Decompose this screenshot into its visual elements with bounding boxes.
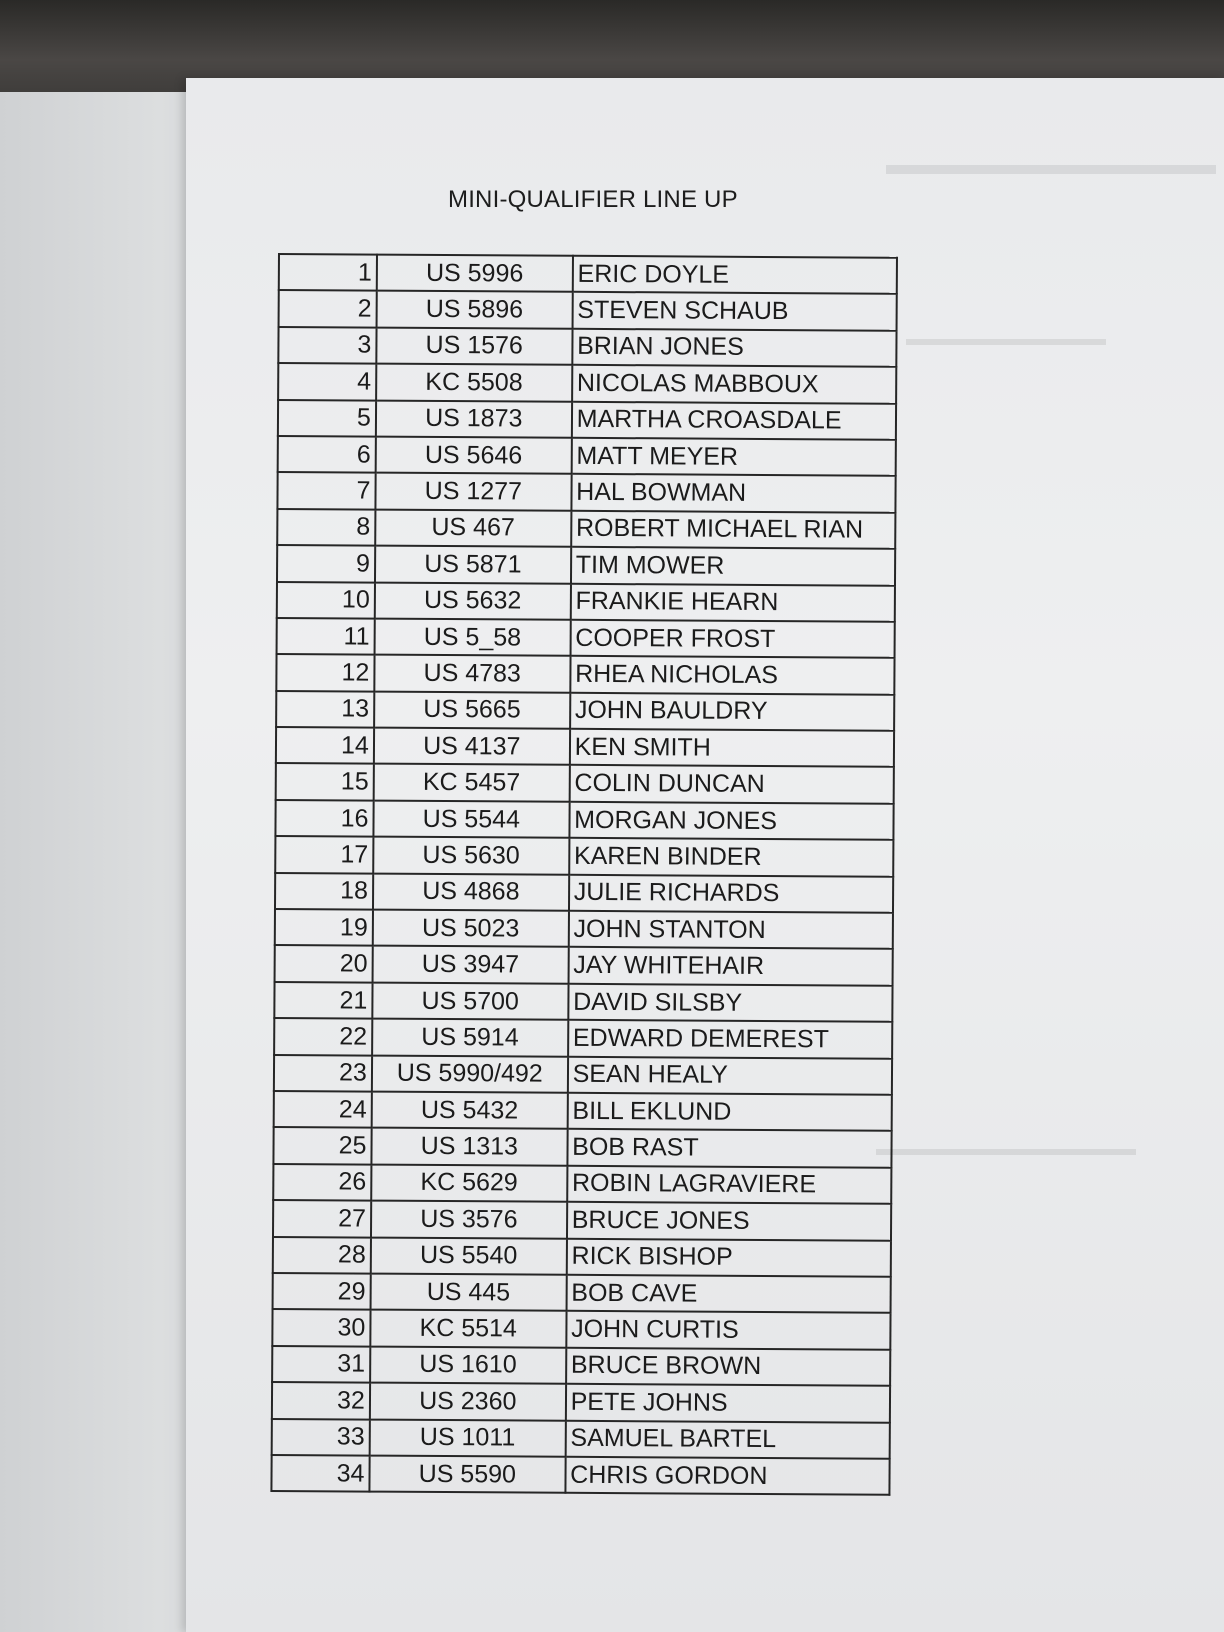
table-row xyxy=(275,800,893,840)
name-cell: ROBERT MICHAEL RIAN xyxy=(571,511,896,549)
number-cell: US 5871 xyxy=(375,546,571,584)
name-cell: SEAN HEALY xyxy=(568,1056,893,1094)
name-cell: BILL EKLUND xyxy=(567,1093,892,1131)
number-cell: US 467 xyxy=(375,509,571,547)
name-cell: ROBIN LAGRAVIERE xyxy=(567,1166,892,1204)
table-row xyxy=(273,1127,891,1167)
number-cell: KC 5514 xyxy=(370,1310,566,1348)
table-row xyxy=(273,1200,891,1240)
lineup-table xyxy=(270,253,898,1496)
number-cell: US 1011 xyxy=(370,1419,566,1457)
position-cell: 22 xyxy=(274,1018,372,1055)
position-cell: 28 xyxy=(273,1237,371,1274)
name-cell: JOHN CURTIS xyxy=(566,1311,891,1349)
show-through-text: ▬▬▬▬▬▬▬▬▬▬ xyxy=(906,328,1106,350)
number-cell: US 5630 xyxy=(373,837,569,875)
name-cell: PETE JOHNS xyxy=(566,1384,891,1422)
number-cell: US 3576 xyxy=(371,1201,567,1239)
number-cell: US 5700 xyxy=(372,982,568,1020)
number-cell: US 1313 xyxy=(371,1128,567,1166)
position-cell: 34 xyxy=(271,1455,369,1492)
name-cell: RICK BISHOP xyxy=(566,1238,891,1276)
position-cell: 3 xyxy=(278,327,376,364)
number-cell: US 4868 xyxy=(373,873,569,911)
position-cell: 21 xyxy=(274,982,372,1019)
table-row xyxy=(274,1055,892,1095)
position-cell: 27 xyxy=(273,1200,371,1237)
position-cell: 6 xyxy=(278,436,376,473)
table-row xyxy=(277,472,895,512)
position-cell: 11 xyxy=(277,618,375,655)
table-row xyxy=(276,691,894,731)
table-row xyxy=(279,254,897,294)
name-cell: CHRIS GORDON xyxy=(565,1457,890,1495)
name-cell: HAL BOWMAN xyxy=(571,474,896,512)
name-cell: NICOLAS MABBOUX xyxy=(572,365,897,403)
position-cell: 8 xyxy=(277,509,375,546)
table-row xyxy=(272,1382,890,1422)
table-row xyxy=(276,763,894,803)
lineup-table-body xyxy=(271,254,897,1495)
position-cell: 20 xyxy=(275,945,373,982)
position-cell: 16 xyxy=(275,800,373,837)
table-row xyxy=(276,727,894,767)
position-cell: 32 xyxy=(272,1382,370,1419)
table-row xyxy=(278,436,896,476)
name-cell: JAY WHITEHAIR xyxy=(568,947,893,985)
number-cell: US 2360 xyxy=(370,1383,566,1421)
position-cell: 4 xyxy=(278,363,376,400)
number-cell: US 5432 xyxy=(372,1092,568,1130)
position-cell: 17 xyxy=(275,836,373,873)
name-cell: COLIN DUNCAN xyxy=(569,765,894,803)
table-row xyxy=(277,618,895,658)
name-cell: BOB CAVE xyxy=(566,1275,891,1313)
name-cell: BRUCE JONES xyxy=(567,1202,892,1240)
position-cell: 24 xyxy=(274,1091,372,1128)
background-sheet xyxy=(0,92,200,1632)
table-row xyxy=(274,1091,892,1131)
number-cell: US 5540 xyxy=(371,1237,567,1275)
show-through-text: ▬▬▬▬▬▬▬▬▬▬▬▬▬ xyxy=(876,1138,1136,1160)
name-cell: KAREN BINDER xyxy=(569,838,894,876)
position-cell: 18 xyxy=(275,873,373,910)
number-cell: US 5632 xyxy=(375,582,571,620)
name-cell: ERIC DOYLE xyxy=(572,256,897,294)
table-row xyxy=(271,1455,889,1495)
name-cell: MORGAN JONES xyxy=(569,802,894,840)
name-cell: SAMUEL BARTEL xyxy=(565,1420,890,1458)
name-cell: JOHN STANTON xyxy=(568,911,893,949)
name-cell: KEN SMITH xyxy=(570,729,895,767)
position-cell: 19 xyxy=(275,909,373,946)
position-cell: 12 xyxy=(276,654,374,691)
position-cell: 26 xyxy=(273,1164,371,1201)
table-row xyxy=(274,1018,892,1058)
position-cell: 23 xyxy=(274,1055,372,1092)
name-cell: JOHN BAULDRY xyxy=(570,692,895,730)
table-row xyxy=(275,909,893,949)
page-title: MINI-QUALIFIER LINE UP xyxy=(448,186,738,213)
name-cell: FRANKIE HEARN xyxy=(570,583,895,621)
number-cell: US 5914 xyxy=(372,1019,568,1057)
table-row xyxy=(279,290,897,330)
number-cell: US 4137 xyxy=(374,728,570,766)
number-cell: US 5996 xyxy=(377,255,573,293)
number-cell: US 1610 xyxy=(370,1346,566,1384)
position-cell: 14 xyxy=(276,727,374,764)
number-cell: US 1576 xyxy=(376,327,572,365)
position-cell: 5 xyxy=(278,400,376,437)
name-cell: BRUCE BROWN xyxy=(566,1347,891,1385)
number-cell: US 3947 xyxy=(372,946,568,984)
position-cell: 1 xyxy=(279,254,377,291)
position-cell: 2 xyxy=(279,290,377,327)
position-cell: 13 xyxy=(276,691,374,728)
number-cell: KC 5508 xyxy=(376,364,572,402)
table-row xyxy=(278,363,896,403)
name-cell: STEVEN SCHAUB xyxy=(572,292,897,330)
number-cell: US 1873 xyxy=(376,400,572,438)
name-cell: RHEA NICHOLAS xyxy=(570,656,895,694)
number-cell: US 5896 xyxy=(376,291,572,329)
table-row xyxy=(272,1346,890,1386)
document-page xyxy=(186,78,1224,1632)
name-cell: TIM MOWER xyxy=(571,547,896,585)
position-cell: 30 xyxy=(272,1309,370,1346)
number-cell: US 5023 xyxy=(373,910,569,948)
position-cell: 31 xyxy=(272,1346,370,1383)
number-cell: KC 5457 xyxy=(374,764,570,802)
table-row xyxy=(273,1164,891,1204)
table-row xyxy=(276,654,894,694)
position-cell: 7 xyxy=(277,472,375,509)
name-cell: BRIAN JONES xyxy=(572,329,897,367)
position-cell: 25 xyxy=(273,1127,371,1164)
table-row xyxy=(272,1418,890,1458)
number-cell: US 5646 xyxy=(376,437,572,475)
table-row xyxy=(278,400,896,440)
table-row xyxy=(272,1309,890,1349)
name-cell: MARTHA CROASDALE xyxy=(572,401,897,439)
name-cell: MATT MEYER xyxy=(571,438,896,476)
number-cell: US 5544 xyxy=(373,800,569,838)
table-row xyxy=(277,509,895,549)
name-cell: EDWARD DEMEREST xyxy=(568,1020,893,1058)
name-cell: COOPER FROST xyxy=(570,620,895,658)
number-cell: US 5990/492 xyxy=(372,1055,568,1093)
table-row xyxy=(274,982,892,1022)
number-cell: US 5590 xyxy=(369,1455,565,1493)
position-cell: 10 xyxy=(277,582,375,619)
table-row xyxy=(275,836,893,876)
name-cell: BOB RAST xyxy=(567,1129,892,1167)
table-row xyxy=(273,1237,891,1277)
table-row xyxy=(277,545,895,585)
number-cell: US 5_58 xyxy=(374,619,570,657)
show-through-text: ▬▬▬▬▬▬▬▬▬▬▬ xyxy=(886,148,1216,181)
position-cell: 33 xyxy=(272,1418,370,1455)
table-row xyxy=(273,1273,891,1313)
number-cell: US 5665 xyxy=(374,691,570,729)
number-cell: US 445 xyxy=(370,1274,566,1312)
table-row xyxy=(278,327,896,367)
name-cell: DAVID SILSBY xyxy=(568,984,893,1022)
table-row xyxy=(277,582,895,622)
table-row xyxy=(275,945,893,985)
position-cell: 29 xyxy=(273,1273,371,1310)
number-cell: KC 5629 xyxy=(371,1164,567,1202)
position-cell: 15 xyxy=(276,763,374,800)
position-cell: 9 xyxy=(277,545,375,582)
table-row xyxy=(275,873,893,913)
name-cell: JULIE RICHARDS xyxy=(569,874,894,912)
number-cell: US 4783 xyxy=(374,655,570,693)
number-cell: US 1277 xyxy=(375,473,571,511)
